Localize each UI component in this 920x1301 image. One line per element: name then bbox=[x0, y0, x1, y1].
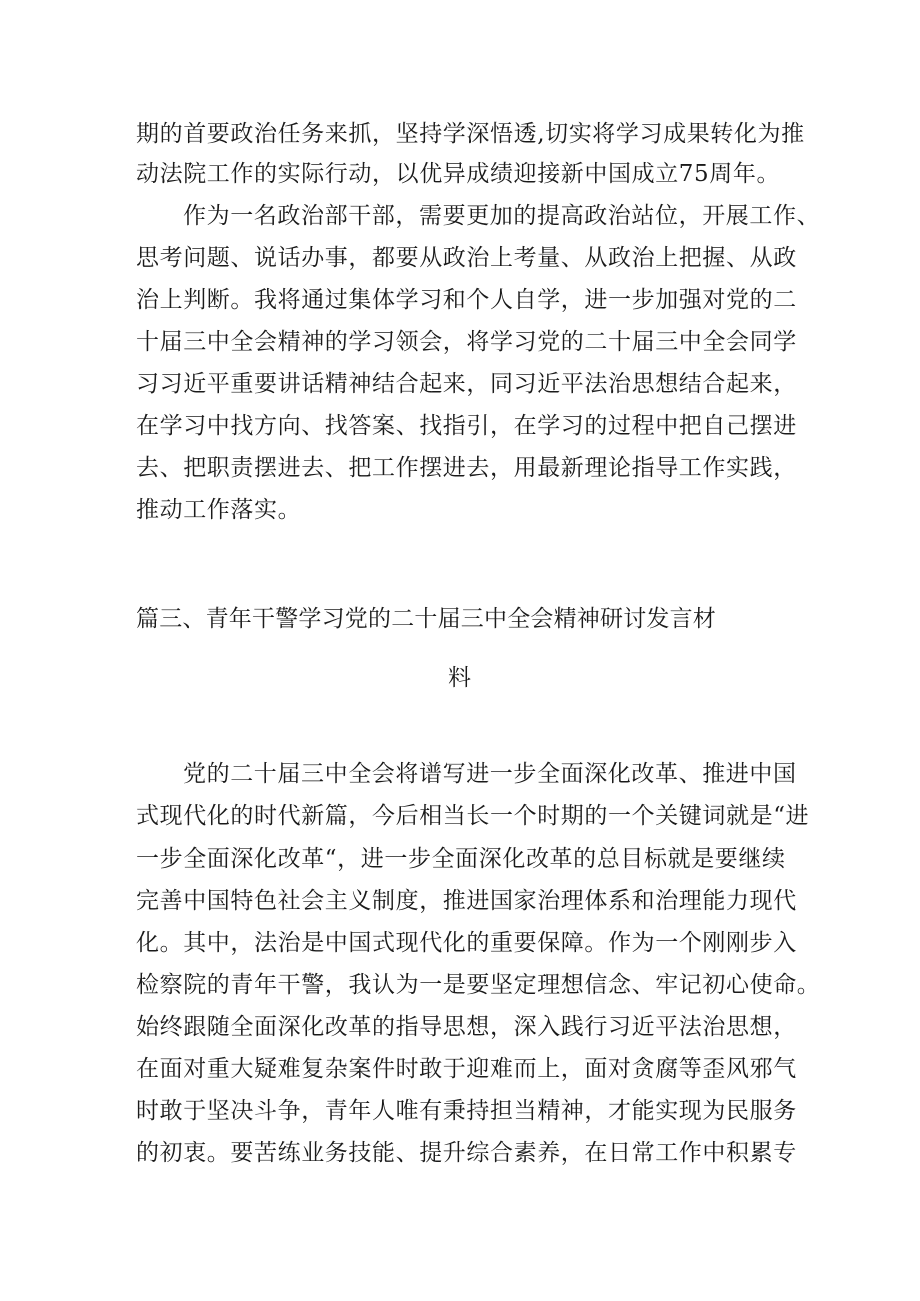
paragraph-3-line-6: 检察院的青年干警，我认为一是要坚定理想信念、牢记初心使命。 bbox=[136, 972, 821, 998]
paragraph-2-line-1: 作为一名政治部干部，需要更加的提高政治站位，开展工作、 bbox=[183, 203, 821, 229]
paragraph-1-line-1: 期的首要政治任务来抓，坚持学深悟透,切实将学习成果转化为推 bbox=[136, 121, 805, 147]
section-heading-line-2: 料 bbox=[448, 665, 472, 691]
paragraph-3-line-4: 完善中国特色社会主义制度，推进国家治理体系和治理能力现代 bbox=[136, 888, 797, 914]
paragraph-3-line-10: 的初衷。要苦练业务技能、提升综合素养，在日常工作中积累专 bbox=[136, 1140, 797, 1166]
section-heading-line-1: 篇三、青年干警学习党的二十届三中全会精神研讨发言材 bbox=[136, 606, 716, 632]
paragraph-2-line-6: 在学习中找方向、找答案、找指引，在学习的过程中把自己摆进 bbox=[136, 413, 797, 439]
paragraph-1-line-2: 动法院工作的实际行动，以优异成绩迎接新中国成立75周年。 bbox=[136, 161, 781, 187]
paragraph-3-line-3: 一步全面深化改革“，进一步全面深化改革的总目标就是要继续 bbox=[136, 846, 786, 872]
paragraph-2-line-4: 十届三中全会精神的学习领会，将学习党的二十届三中全会同学 bbox=[136, 329, 797, 355]
paragraph-3-line-2: 式现代化的时代新篇，今后相当长一个时期的一个关键词就是“进 bbox=[136, 803, 810, 829]
paragraph-3-line-1: 党的二十届三中全会将谱写进一步全面深化改革、推进中国 bbox=[183, 761, 797, 787]
paragraph-2-line-8: 推动工作落实。 bbox=[136, 497, 302, 523]
paragraph-3-line-5: 化。其中，法治是中国式现代化的重要保障。作为一个刚刚步入 bbox=[136, 930, 797, 956]
paragraph-2-line-3: 治上判断。我将通过集体学习和个人自学，进一步加强对党的二 bbox=[136, 287, 797, 313]
paragraph-2-line-7: 去、把职责摆进去、把工作摆进去，用最新理论指导工作实践， bbox=[136, 455, 797, 481]
paragraph-3-line-7: 始终跟随全面深化改革的指导思想，深入践行习近平法治思想， bbox=[136, 1014, 797, 1040]
paragraph-3-line-9: 时敢于坚决斗争，青年人唯有秉持担当精神，才能实现为民服务 bbox=[136, 1098, 797, 1124]
paragraph-2-line-5: 习习近平重要讲话精神结合起来，同习近平法治思想结合起来， bbox=[136, 371, 797, 397]
paragraph-3-line-8: 在面对重大疑难复杂案件时敢于迎难而上，面对贪腐等歪风邪气 bbox=[136, 1056, 797, 1082]
paragraph-2-line-2: 思考问题、说话办事，都要从政治上考量、从政治上把握、从政 bbox=[136, 245, 797, 271]
